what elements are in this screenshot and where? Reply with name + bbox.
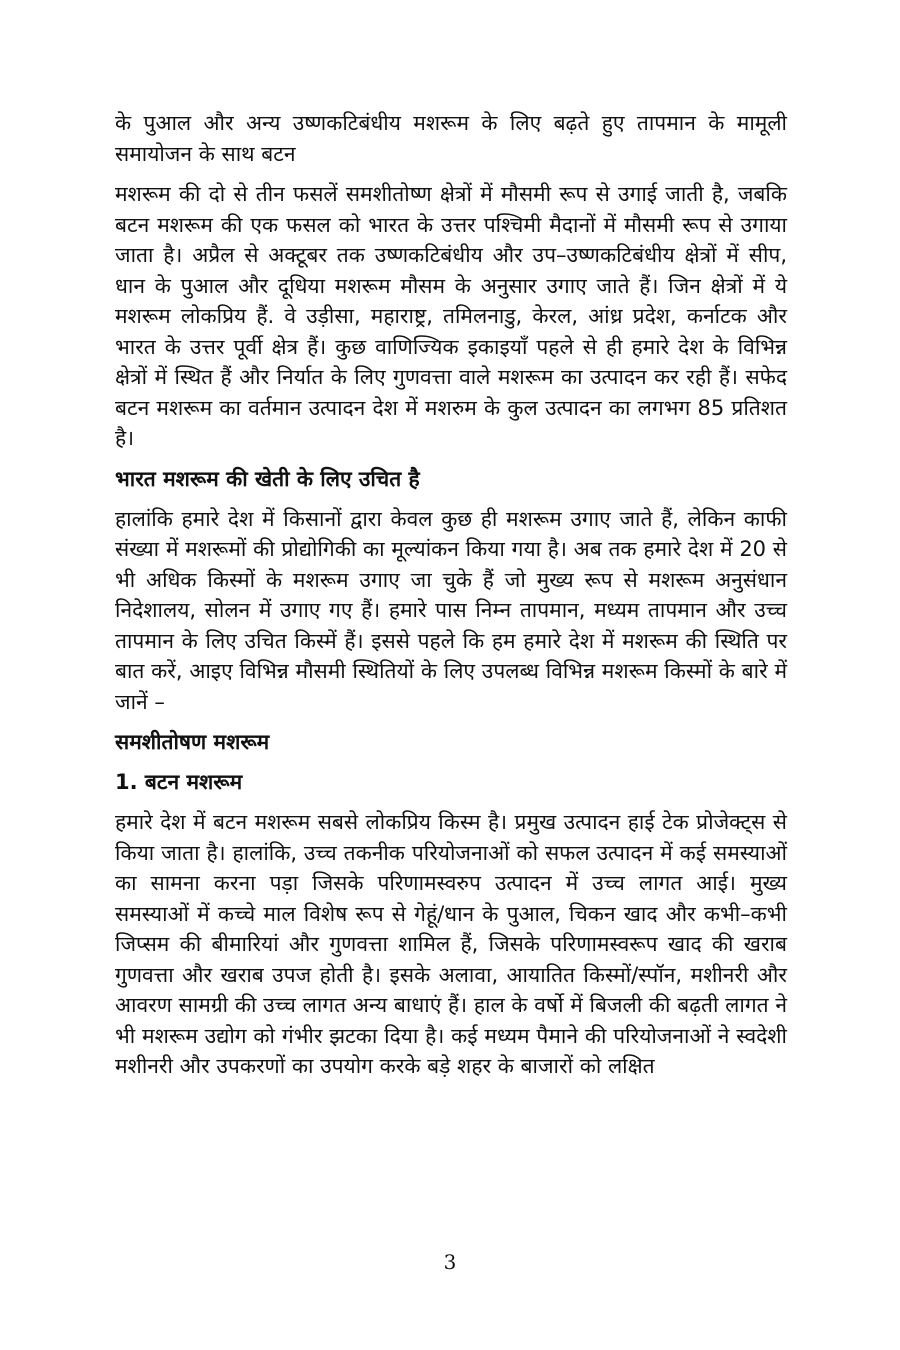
paragraph-button-mushroom: हमारे देश में बटन मशरूम सबसे लोकप्रिय किस्म है। प्रमुख उत्पादन हाई टेक प्रोजेक्ट्स से किया जाता है। हालांकि, उच्च तकनीक परियोजनाओं को सफल उत्पादन में कई समस्याओं का सामना करना पड़ा जिसके परिणामस्वरुप उत्पादन में उच्च लागत आई। मुख्य समस्याओं में कच्चे माल विशेष रूप से गेहूं/धान के पुआल, चिकन खाद और कभी–कभी जिप्सम की बीमारियां और गुणवत्ता शामिल हैं, जिसके परिणामस्वरूप खाद की खराब गुणवत्ता और खराब उपज होती है। इसके अलावा, आयातित किस्मों/स्पॉन, मशीनरी और आवरण सामग्री की उच्च लागत अन्य बाधाएं हैं। हाल के वर्षो में बिजली की बढ़ती लागत ने भी मशरूम उद्योग को गंभीर झटका दिया है। कई मध्यम पैमाने की परियोजनाओं ने स्वदेशी मशीनरी और उपकरणों का उपयोग करके बड़े शहर के बाजारों को लक्षित	[115, 810, 787, 1078]
page-number: 3	[443, 1250, 457, 1274]
paragraph-varieties: हालांकि हमारे देश में किसानों द्वारा केवल कुछ ही मशरूम उगाए जाते हैं, लेकिन काफी संख्या में मशरूमों की प्रोद्योगिकी का मूल्यांकन किया गया है। अब तक हमारे देश में 20 से भी अधिक किस्मों के मशरूम उगाए जा चुके हैं जो मुख्य रूप से मशरूम अनुसंधान निदेशालय, सोलन में उगाए गए हैं। हमारे पास निम्न तापमान, मध्यम तापमान और उच्च तापमान के लिए उचित किस्में हैं। इससे पहले कि हम हमारे देश में मशरूम की स्थिति पर बात करें, आइए विभिन्न मौसमी स्थितियों के लिए उपलब्ध विभिन्न मशरूम किस्मों के बारे में जानें –	[115, 506, 787, 714]
paragraph-mushroom-seasons: मशरूम की दो से तीन फसलें समशीतोष्ण क्षेत्रों में मौसमी रूप से उगाई जाती है, जबकि बटन मशरूम की एक फसल को भारत के उत्तर पश्चिमी मैदानों में मौसमी रूप से उगाया जाता है। अप्रैल से अक्टूबर तक उष्णकटिबंधीय और उप–उष्णकटिबंधीय क्षेत्रों में सीप, धान के पुआल और दूधिया मशरूम मौसम के अनुसार उगाए जाते हैं। जिन क्षेत्रों में ये मशरूम लोकप्रिय हैं. वे उड़ीसा, महाराष्ट्र, तमिलनाडु, केरल, आंध्र प्रदेश, कर्नाटक और भारत के उत्तर पूर्वी क्षेत्र हैं। कुछ वाणिज्यिक इकाइयाँ पहले से ही हमारे देश के विभिन्न क्षेत्रों में स्थित हैं और निर्यात के लिए गुणवत्ता वाले मशरूम का उत्पादन कर रही हैं। सफेद बटन मशरूम का वर्तमान उत्पादन देश में मशरुम के कुल उत्पादन का लगभग 85 प्रतिशत है।	[115, 182, 787, 450]
heading-india-suitable: भारत मशरूम की खेती के लिए उचित है	[115, 466, 420, 491]
document-body	[115, 108, 787, 1092]
paragraph-intro-continuation: के पुआल और अन्य उष्णकटिबंधीय मशरूम के लिए बढ़ते हुए तापमान के मामूली समायोजन के साथ बटन	[115, 111, 787, 166]
heading-temperate-mushroom: समशीतोषण मशरूम	[115, 730, 270, 754]
heading-button-mushroom: 1. बटन मशरूम	[115, 770, 243, 794]
